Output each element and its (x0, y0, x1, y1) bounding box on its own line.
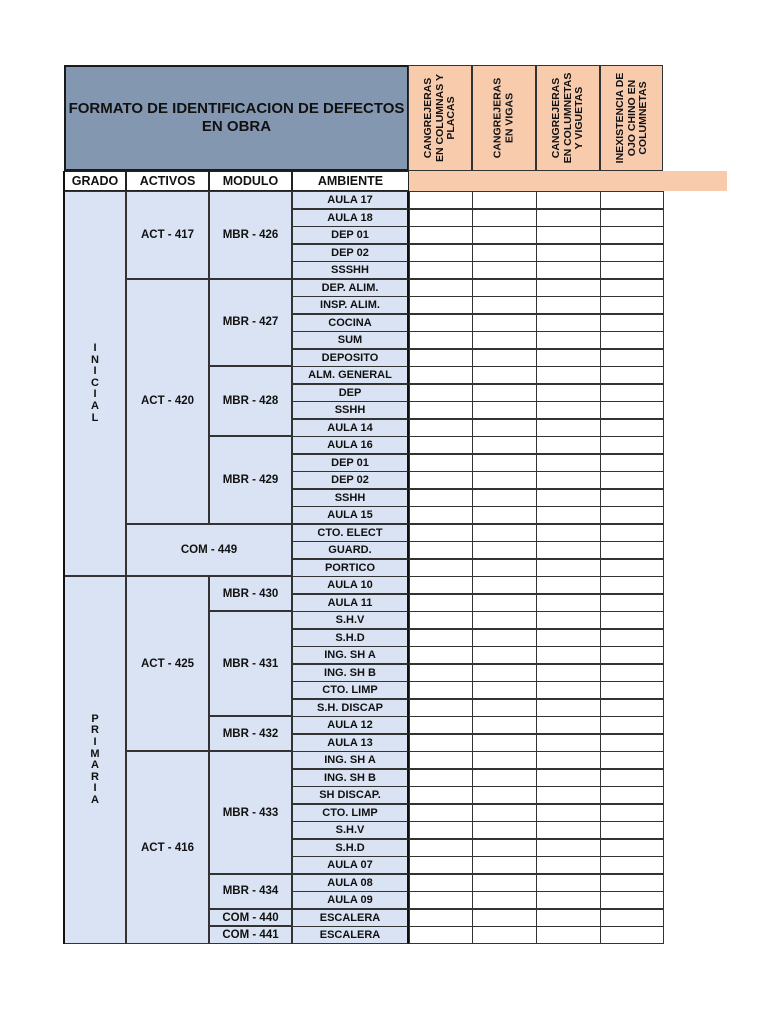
defect-check-cell[interactable] (472, 611, 537, 629)
defect-check-cell[interactable] (472, 244, 537, 262)
defect-check-cell[interactable] (600, 401, 664, 419)
modulo-cell: MBR - 426 (209, 191, 292, 279)
defect-check-cell[interactable] (409, 436, 473, 454)
defect-check-cell[interactable] (409, 209, 473, 227)
defect-check-cell[interactable] (409, 926, 473, 944)
ambiente-cell: SSHH (292, 401, 409, 419)
defect-check-cell[interactable] (536, 576, 601, 594)
defect-check-cell[interactable] (536, 436, 601, 454)
ambiente-cell: CTO. ELECT (292, 524, 409, 542)
ambiente-cell: GUARD. (292, 541, 409, 559)
ambiente-cell: ING. SH B (292, 769, 409, 787)
defect-check-cell[interactable] (472, 891, 537, 909)
ambiente-cell: AULA 08 (292, 874, 409, 892)
defect-check-cell[interactable] (409, 541, 473, 559)
defect-check-cell[interactable] (409, 751, 473, 769)
defect-check-cell[interactable] (600, 279, 664, 297)
defect-check-cell[interactable] (600, 314, 664, 332)
defect-check-cell[interactable] (536, 541, 601, 559)
defect-col-label-2: CANGREJERAS EN VIGAS (491, 77, 515, 159)
defect-col-label-4: INEXISTENCIA DE OJO CHINO EN COLUMNETAS (613, 72, 649, 164)
ambiente-cell: ING. SH A (292, 646, 409, 664)
defect-check-cell[interactable] (600, 751, 664, 769)
ambiente-cell: AULA 07 (292, 856, 409, 874)
defect-col-label-3: CANGREJERAS EN COLUMNETAS Y VIGUETAS (549, 72, 585, 164)
defect-check-cell[interactable] (600, 331, 664, 349)
defect-check-cell[interactable] (600, 629, 664, 647)
defect-check-cell[interactable] (536, 681, 601, 699)
defect-check-cell[interactable] (600, 506, 664, 524)
ambiente-cell: CTO. LIMP (292, 681, 409, 699)
defect-check-cell[interactable] (536, 559, 601, 577)
ambiente-cell: CTO. LIMP (292, 804, 409, 822)
defect-check-cell[interactable] (409, 874, 473, 892)
defect-check-cell[interactable] (536, 926, 601, 944)
defect-check-cell[interactable] (600, 716, 664, 734)
ambiente-cell: AULA 16 (292, 436, 409, 454)
ambiente-cell: ING. SH A (292, 751, 409, 769)
header-ambiente: AMBIENTE (292, 171, 409, 191)
defect-col-header-1 (408, 65, 472, 171)
defect-check-cell[interactable] (409, 489, 473, 507)
defect-check-cell[interactable] (409, 559, 473, 577)
defect-check-cell[interactable] (472, 839, 537, 857)
defect-check-cell[interactable] (536, 524, 601, 542)
defect-check-cell[interactable] (472, 769, 537, 787)
defect-check-cell[interactable] (409, 611, 473, 629)
defect-check-cell[interactable] (600, 524, 664, 542)
defect-check-cell[interactable] (600, 681, 664, 699)
defect-check-cell[interactable] (600, 261, 664, 279)
defect-check-cell[interactable] (536, 209, 601, 227)
ambiente-cell: SH DISCAP. (292, 786, 409, 804)
ambiente-cell: ALM. GENERAL (292, 366, 409, 384)
activo-cell: ACT - 416 (126, 751, 209, 944)
defect-check-cell[interactable] (409, 769, 473, 787)
modulo-cell: MBR - 428 (209, 366, 292, 436)
defect-check-cell[interactable] (536, 331, 601, 349)
defect-check-cell[interactable] (600, 489, 664, 507)
modulo-cell: MBR - 429 (209, 436, 292, 524)
defect-check-cell[interactable] (472, 804, 537, 822)
ambiente-cell: AULA 11 (292, 594, 409, 612)
defect-check-cell[interactable] (536, 821, 601, 839)
defect-check-cell[interactable] (409, 909, 473, 927)
defect-check-cell[interactable] (536, 506, 601, 524)
defect-check-cell[interactable] (472, 856, 537, 874)
ambiente-cell: PORTICO (292, 559, 409, 577)
defect-check-cell[interactable] (536, 629, 601, 647)
defect-check-cell[interactable] (409, 296, 473, 314)
defect-check-cell[interactable] (472, 471, 537, 489)
defect-check-cell[interactable] (409, 681, 473, 699)
defect-check-cell[interactable] (536, 244, 601, 262)
defect-check-cell[interactable] (600, 821, 664, 839)
defect-check-cell[interactable] (600, 856, 664, 874)
defect-check-cell[interactable] (472, 191, 537, 209)
defect-check-cell[interactable] (536, 314, 601, 332)
grado-cell (64, 191, 126, 576)
defect-check-cell[interactable] (472, 401, 537, 419)
defect-check-cell[interactable] (409, 594, 473, 612)
defect-check-cell[interactable] (472, 874, 537, 892)
defect-check-cell[interactable] (600, 874, 664, 892)
defect-check-cell[interactable] (472, 261, 537, 279)
ambiente-cell: SSHH (292, 489, 409, 507)
defect-check-cell[interactable] (472, 594, 537, 612)
header-modulo: MODULO (209, 171, 292, 191)
table-left-border (63, 171, 65, 944)
defect-check-cell[interactable] (536, 734, 601, 752)
defect-check-cell[interactable] (600, 926, 664, 944)
defect-check-cell[interactable] (472, 786, 537, 804)
defect-check-cell[interactable] (472, 926, 537, 944)
defect-check-cell[interactable] (472, 734, 537, 752)
defect-check-cell[interactable] (472, 366, 537, 384)
defect-check-cell[interactable] (409, 349, 473, 367)
defect-check-cell[interactable] (472, 436, 537, 454)
defect-check-cell[interactable] (536, 786, 601, 804)
defect-check-cell[interactable] (409, 856, 473, 874)
ambiente-cell: DEP 01 (292, 454, 409, 472)
defect-check-cell[interactable] (536, 611, 601, 629)
defect-check-cell[interactable] (536, 279, 601, 297)
defect-check-cell[interactable] (600, 244, 664, 262)
defect-check-cell[interactable] (600, 786, 664, 804)
defect-check-cell[interactable] (600, 839, 664, 857)
ambiente-cell: DEP 02 (292, 244, 409, 262)
defect-check-cell[interactable] (536, 699, 601, 717)
defect-check-cell[interactable] (409, 734, 473, 752)
defect-check-cell[interactable] (409, 891, 473, 909)
defect-check-cell[interactable] (600, 664, 664, 682)
defect-check-cell[interactable] (600, 226, 664, 244)
defect-check-cell[interactable] (472, 419, 537, 437)
defect-check-cell[interactable] (409, 821, 473, 839)
defect-check-cell[interactable] (409, 384, 473, 402)
defect-check-cell[interactable] (409, 331, 473, 349)
defect-check-cell[interactable] (472, 559, 537, 577)
ambiente-cell: AULA 09 (292, 891, 409, 909)
defect-check-cell[interactable] (472, 454, 537, 472)
defect-check-cell[interactable] (536, 349, 601, 367)
document-title: FORMATO DE IDENTIFICACION DE DEFECTOS EN OBRA (68, 100, 405, 135)
defect-check-cell[interactable] (409, 279, 473, 297)
ambiente-cell: S.H.V (292, 611, 409, 629)
defect-check-cell[interactable] (536, 261, 601, 279)
defect-check-cell[interactable] (409, 226, 473, 244)
ambiente-cell: DEP 02 (292, 471, 409, 489)
defect-check-cell[interactable] (600, 454, 664, 472)
defect-check-cell[interactable] (472, 681, 537, 699)
defect-check-cell[interactable] (409, 699, 473, 717)
defect-check-cell[interactable] (600, 594, 664, 612)
ambiente-cell: AULA 15 (292, 506, 409, 524)
modulo-cell: MBR - 427 (209, 279, 292, 367)
defect-check-cell[interactable] (472, 524, 537, 542)
defect-check-cell[interactable] (409, 471, 473, 489)
defect-check-cell[interactable] (600, 436, 664, 454)
activo-cell: ACT - 420 (126, 279, 209, 524)
ambiente-cell: AULA 10 (292, 576, 409, 594)
defect-check-cell[interactable] (536, 909, 601, 927)
defect-check-cell[interactable] (409, 664, 473, 682)
modulo-cell: MBR - 434 (209, 874, 292, 909)
modulo-cell: MBR - 430 (209, 576, 292, 611)
ambiente-cell: SUM (292, 331, 409, 349)
defect-col-header-3 (536, 65, 600, 171)
defect-check-cell[interactable] (600, 209, 664, 227)
defect-check-cell[interactable] (536, 839, 601, 857)
defect-check-cell[interactable] (536, 664, 601, 682)
ambiente-cell: AULA 12 (292, 716, 409, 734)
defect-check-cell[interactable] (536, 489, 601, 507)
defect-check-cell[interactable] (472, 664, 537, 682)
defect-check-cell[interactable] (409, 244, 473, 262)
header-orange-band (409, 171, 727, 191)
defect-check-cell[interactable] (600, 296, 664, 314)
defect-check-cell[interactable] (536, 226, 601, 244)
ambiente-cell: COCINA (292, 314, 409, 332)
defect-check-cell[interactable] (472, 541, 537, 559)
defect-check-cell[interactable] (472, 296, 537, 314)
ambiente-cell: SSSHH (292, 261, 409, 279)
grado-label: P R I M A R I A (90, 712, 100, 806)
defect-check-cell[interactable] (600, 734, 664, 752)
defect-check-cell[interactable] (600, 366, 664, 384)
defect-check-cell[interactable] (536, 646, 601, 664)
ambiente-cell: ING. SH B (292, 664, 409, 682)
defect-check-cell[interactable] (600, 559, 664, 577)
defect-check-cell[interactable] (536, 419, 601, 437)
defect-check-cell[interactable] (472, 384, 537, 402)
defect-check-cell[interactable] (472, 314, 537, 332)
defect-check-cell[interactable] (409, 506, 473, 524)
defect-check-cell[interactable] (472, 909, 537, 927)
ambiente-cell: DEP 01 (292, 226, 409, 244)
defect-check-cell[interactable] (409, 191, 473, 209)
defect-check-cell[interactable] (472, 716, 537, 734)
defect-check-cell[interactable] (600, 699, 664, 717)
defect-check-cell[interactable] (472, 576, 537, 594)
defect-check-cell[interactable] (536, 891, 601, 909)
grado-cell (64, 576, 126, 944)
defect-check-cell[interactable] (409, 576, 473, 594)
defect-col-label-1: CANGREJERAS EN COLUMNAS Y PLACAS (421, 74, 457, 162)
ambiente-cell: AULA 13 (292, 734, 409, 752)
defect-check-cell[interactable] (536, 384, 601, 402)
activo-cell: ACT - 425 (126, 576, 209, 751)
defect-check-cell[interactable] (409, 454, 473, 472)
ambiente-cell: AULA 18 (292, 209, 409, 227)
defect-check-cell[interactable] (472, 751, 537, 769)
ambiente-cell: S.H.D (292, 839, 409, 857)
activo-cell: COM - 449 (126, 524, 292, 577)
defect-check-cell[interactable] (600, 909, 664, 927)
defect-check-cell[interactable] (600, 471, 664, 489)
defect-check-cell[interactable] (600, 419, 664, 437)
modulo-cell: COM - 440 (209, 909, 292, 927)
ambiente-cell: AULA 14 (292, 419, 409, 437)
header-activos: ACTIVOS (126, 171, 209, 191)
defect-check-cell[interactable] (600, 891, 664, 909)
defect-check-cell[interactable] (472, 629, 537, 647)
activo-cell: ACT - 417 (126, 191, 209, 279)
defect-check-cell[interactable] (536, 296, 601, 314)
defect-check-cell[interactable] (536, 401, 601, 419)
defect-check-cell[interactable] (409, 804, 473, 822)
modulo-cell: COM - 441 (209, 926, 292, 944)
defect-check-cell[interactable] (600, 576, 664, 594)
defect-check-cell[interactable] (600, 384, 664, 402)
ambiente-cell: S.H.V (292, 821, 409, 839)
defect-check-cell[interactable] (600, 349, 664, 367)
title-cell (64, 65, 409, 171)
defect-check-cell[interactable] (472, 226, 537, 244)
defect-check-cell[interactable] (409, 366, 473, 384)
defect-check-cell[interactable] (536, 716, 601, 734)
defect-check-cell[interactable] (600, 646, 664, 664)
defect-col-header-4 (600, 65, 663, 171)
defect-check-cell[interactable] (472, 279, 537, 297)
ambiente-cell: ESCALERA (292, 926, 409, 944)
defect-check-cell[interactable] (600, 804, 664, 822)
defect-check-cell[interactable] (536, 769, 601, 787)
defect-check-cell[interactable] (472, 646, 537, 664)
ambiente-cell: S.H. DISCAP (292, 699, 409, 717)
defect-check-cell[interactable] (472, 699, 537, 717)
defect-check-cell[interactable] (472, 489, 537, 507)
defect-check-cell[interactable] (536, 751, 601, 769)
ambiente-cell: DEPOSITO (292, 349, 409, 367)
ambiente-cell: S.H.D (292, 629, 409, 647)
defect-check-cell[interactable] (409, 786, 473, 804)
defect-check-cell[interactable] (472, 821, 537, 839)
defect-check-cell[interactable] (409, 629, 473, 647)
ambiente-cell: DEP (292, 384, 409, 402)
defect-check-cell[interactable] (536, 856, 601, 874)
defect-check-cell[interactable] (536, 874, 601, 892)
defect-check-cell[interactable] (472, 349, 537, 367)
defect-check-cell[interactable] (409, 839, 473, 857)
defect-check-cell[interactable] (600, 191, 664, 209)
defect-check-cell[interactable] (536, 191, 601, 209)
defect-check-cell[interactable] (600, 769, 664, 787)
defect-check-cell[interactable] (536, 366, 601, 384)
ambiente-cell: INSP. ALIM. (292, 296, 409, 314)
modulo-cell: MBR - 431 (209, 611, 292, 716)
modulo-cell: MBR - 433 (209, 751, 292, 874)
ambiente-cell: DEP. ALIM. (292, 279, 409, 297)
grado-label: I N I C I A L (91, 342, 99, 424)
defect-check-cell[interactable] (409, 716, 473, 734)
header-grado: GRADO (64, 171, 126, 191)
defect-check-cell[interactable] (409, 401, 473, 419)
defect-check-cell[interactable] (536, 594, 601, 612)
modulo-cell: MBR - 432 (209, 716, 292, 751)
defect-col-header-2 (472, 65, 536, 171)
defect-check-cell[interactable] (409, 314, 473, 332)
defect-check-cell[interactable] (409, 261, 473, 279)
defect-check-cell[interactable] (536, 471, 601, 489)
defect-check-cell[interactable] (472, 331, 537, 349)
defect-check-cell[interactable] (536, 804, 601, 822)
defect-check-cell[interactable] (600, 611, 664, 629)
ambiente-cell: ESCALERA (292, 909, 409, 927)
defect-check-cell[interactable] (409, 419, 473, 437)
defect-check-cell[interactable] (409, 646, 473, 664)
defect-check-cell[interactable] (472, 209, 537, 227)
defect-check-cell[interactable] (409, 524, 473, 542)
defect-check-cell[interactable] (536, 454, 601, 472)
defect-check-cell[interactable] (600, 541, 664, 559)
defect-check-cell[interactable] (472, 506, 537, 524)
ambiente-cell: AULA 17 (292, 191, 409, 209)
